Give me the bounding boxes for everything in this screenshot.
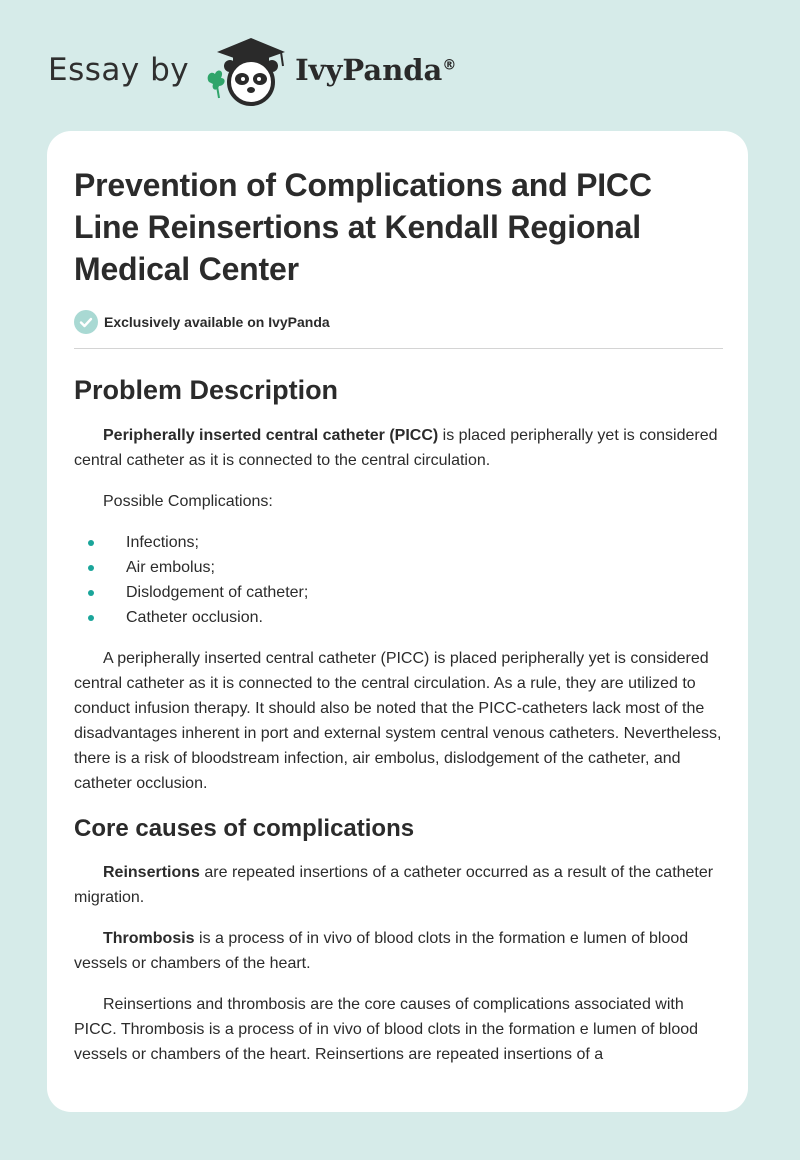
bold-term: Thrombosis [103,930,195,947]
list-item-text: Air embolus; [126,559,215,576]
paragraph-text: are repeated insertions of a catheter occurred as a result of the catheter migration. [74,864,714,906]
paragraph-text: is placed peripherally yet is considered central catheter as it is connected to the central circulation. [74,427,718,469]
registered-mark: ® [442,57,457,74]
list-item [74,605,724,630]
essay-by-label: Essay by [48,52,190,88]
brand-name[interactable] [295,53,456,87]
section-heading-core-causes: Core causes of complications [74,815,415,842]
paragraph: Possible Complications: [103,493,273,510]
divider [74,348,723,349]
bullet-icon [88,615,94,621]
section-heading-problem-description: Problem Description [74,375,339,405]
list-item [74,580,724,605]
paragraph [74,926,724,976]
site-header [48,30,456,110]
check-circle-icon [74,310,98,334]
bold-term: Peripherally inserted central catheter (PICC) [103,427,439,444]
list-item [74,530,724,555]
list-item [74,555,724,580]
panda-logo-icon[interactable] [203,30,293,110]
exclusive-label: Exclusively available on IvyPanda [104,314,330,330]
article-card [47,131,748,1112]
bullet-icon [88,590,94,596]
paragraph-text: is a process of in vivo of blood clots in the formation e lumen of blood vessels or chambers of the heart. [74,930,689,972]
list-item-text: Catheter occlusion. [126,609,263,626]
list-item-text: Dislodgement of catheter; [126,584,309,601]
paragraph: Reinsertions and thrombosis are the core causes of complications associated with PICC. Thrombosis is a process of in vivo of blood clots in the formation e lumen of blood vessels or chambers of the heart. Reinsertions are repeated insertions of a [74,996,699,1063]
brand-name-text: IvyPanda [295,53,443,87]
list-item-text: Infections; [126,534,199,551]
bullet-icon [88,540,94,546]
bullet-icon [88,565,94,571]
exclusive-badge [74,310,724,334]
bold-term: Reinsertions [103,864,200,881]
complications-list [74,530,724,630]
article-content [74,164,724,1067]
paragraph [74,423,724,473]
page-title: Prevention of Complications and PICC Line Reinsertions at Kendall Regional Medical Center [74,167,652,287]
paragraph: A peripherally inserted central catheter (PICC) is placed peripherally yet is considered central catheter as it is connected to the central circulation. As a rule, they are utilized to conduct infusion therapy. It should also be noted that the PICC-catheters lack most of the disadvantages inherent in port and external system central venous catheters. Nevertheless, there is a risk of bloodstream infection, air embolus, dislodgement of the catheter, and catheter occlusion. [74,650,722,792]
paragraph [74,860,724,910]
